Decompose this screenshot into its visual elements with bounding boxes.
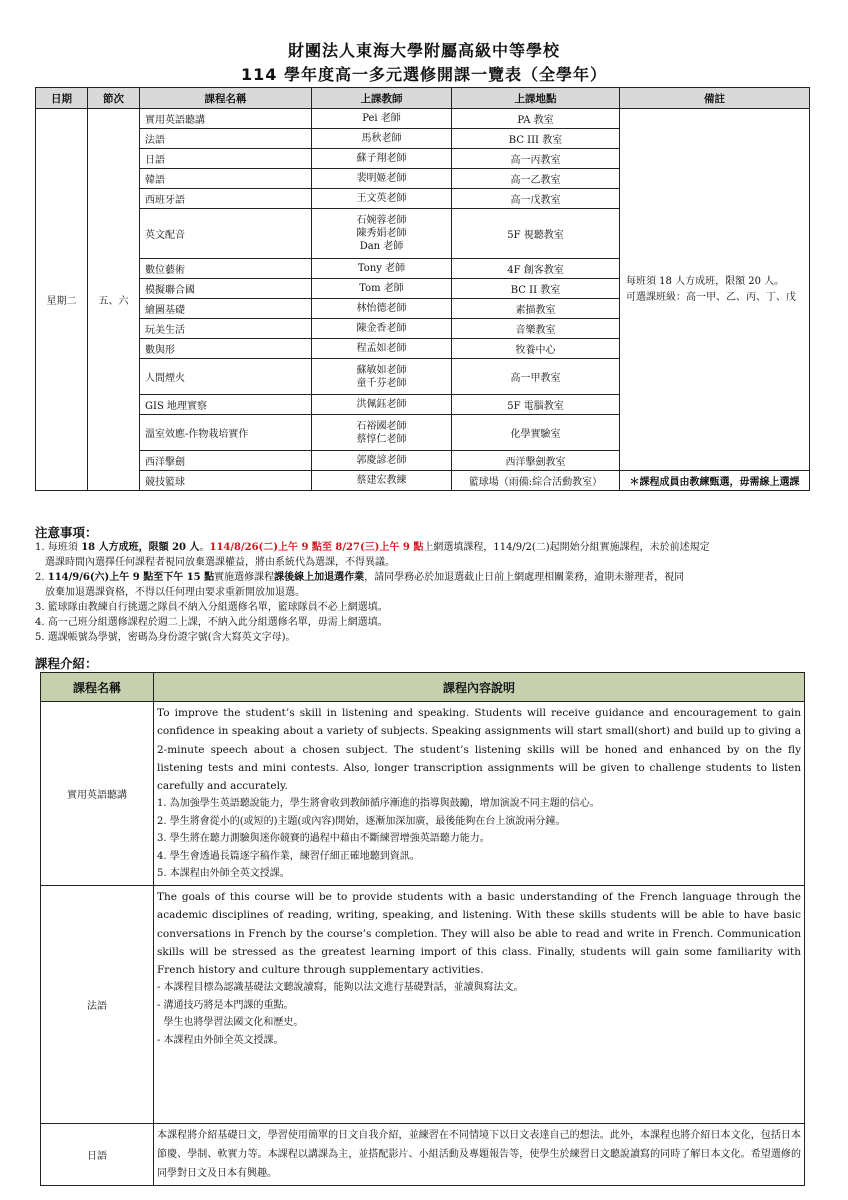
period-cell: 五、六 xyxy=(88,109,140,491)
teacher-name: 蘇子翔老師 xyxy=(356,153,407,164)
header-teacher: 上課教師 xyxy=(312,88,452,109)
intro-course-name: 日語 xyxy=(41,1123,154,1185)
intro-course-desc xyxy=(154,702,805,886)
teacher-name: 程孟如老師 xyxy=(356,343,407,354)
intro-header-row xyxy=(41,673,805,702)
teacher-name: 蘇敏如老師 xyxy=(356,364,407,376)
location-cell: 4F 創客教室 xyxy=(452,259,620,279)
desc-chinese-line: - 本課程目標為認識基礎法文聽說讀寫，能夠以法文進行基礎對話，並讀與寫法文。 xyxy=(157,982,524,994)
notice-item-2 xyxy=(35,570,815,585)
location-cell: 音樂教室 xyxy=(452,319,620,339)
desc-chinese-line: 2. 學生將會從小的(或短的)主題(或內容)開始，逐漸加深加廣，最後能夠在台上演說兩分鐘。 xyxy=(157,815,566,827)
notice-text: 1. 每班須 xyxy=(35,542,78,553)
location-cell: 素描教室 xyxy=(452,299,620,319)
location-cell: 西洋擊劍教室 xyxy=(452,451,620,471)
desc-chinese-line: 1. 為加強學生英語聽說能力，學生將會收到教師循序漸進的指導與鼓勵，增加演說不同主題的信心。 xyxy=(157,798,600,810)
teacher-name: 蔡建宏教練 xyxy=(356,475,407,486)
schedule-row xyxy=(36,109,810,129)
course-name-cell: 溫室效應-作物栽培實作 xyxy=(140,415,312,451)
notice-item-4: 4. 高一己班分組選修課程於週二上課，不納入此分組選修名單，毋需上網選填。 xyxy=(35,617,388,628)
location-cell: 化學實驗室 xyxy=(452,415,620,451)
intro-course-name: 法語 xyxy=(41,885,154,1123)
day-cell: 星期二 xyxy=(36,109,88,491)
desc-english: To improve the student’s skill in listening and speaking. Students will receive guidance and encouragement to gain confidence in speaking about a variety of subjects. Speaking assignments will start small(short) and build up to giving a 2-minute speech about a chosen subject. The student’s listening skills will be honed and enhanced by on the fly listening tests and mini contests. Also, longer transcription assignments will be given to challenge students to listen carefully and accurately. xyxy=(157,707,801,793)
course-name-cell: 日語 xyxy=(140,149,312,169)
note-line: 可選課班級：高一甲、乙、丙、丁、戊 xyxy=(626,291,796,303)
intro-header-course: 課程名稱 xyxy=(41,673,154,702)
teacher-name: 郭慶諺老師 xyxy=(356,455,407,466)
desc-chinese-line: - 溝通技巧將是本門課的重點。 xyxy=(157,999,294,1011)
location-cell: 高一乙教室 xyxy=(452,169,620,189)
course-intro-row xyxy=(41,702,805,886)
location-cell: 高一甲教室 xyxy=(452,359,620,395)
desc-chinese-line: 4. 學生會透過長篇逐字稿作業，練習仔細正確地聽到資訊。 xyxy=(157,850,420,862)
notice-item-5: 5. 選課帳號為學號，密碼為身份證字號(含大寫英文字母)。 xyxy=(35,632,296,643)
teacher-cell xyxy=(312,299,452,319)
location-cell: BC III 教室 xyxy=(452,129,620,149)
course-name-cell: 玩美生活 xyxy=(140,319,312,339)
location-cell: 牧養中心 xyxy=(452,339,620,359)
header-location: 上課地點 xyxy=(452,88,620,109)
note-cell xyxy=(620,109,810,471)
teacher-name: Tony 老師 xyxy=(357,263,406,274)
desc-chinese-line: 5. 本課程由外師全英文授課。 xyxy=(157,868,290,880)
teacher-name: 馬秋老師 xyxy=(361,133,402,144)
notice-item-2-cont: 放棄加退選課資格，不得以任何理由要求重新開放加退選。 xyxy=(45,587,305,598)
notice-item-1 xyxy=(35,540,815,555)
desc-chinese-line: 學生也將學習法國文化和歷史。 xyxy=(157,1017,304,1029)
teacher-cell xyxy=(312,109,452,129)
notice-text: ，請同學務必於加退選截止日前上網處理相關業務，逾期未辦理者，視同 xyxy=(364,572,685,583)
teacher-cell xyxy=(312,359,452,395)
notice-text: 。 xyxy=(199,542,210,553)
note-line: 每班須 18 人方成班，限額 20 人。 xyxy=(626,275,785,287)
teacher-cell xyxy=(312,415,452,451)
header-period: 節次 xyxy=(88,88,140,109)
header-course: 課程名稱 xyxy=(140,88,312,109)
course-name-cell: 實用英語聽講 xyxy=(140,109,312,129)
teacher-name: 陳金香老師 xyxy=(356,323,407,334)
intro-course-desc xyxy=(154,1123,805,1185)
course-name-cell: 英文配音 xyxy=(140,209,312,259)
schedule-header-row xyxy=(36,88,810,109)
location-cell: 5F 電腦教室 xyxy=(452,395,620,415)
teacher-name: 陳秀娟老師 xyxy=(356,228,407,239)
teacher-name: 裴明姬老師 xyxy=(356,173,407,184)
teacher-cell xyxy=(312,149,452,169)
notice-date-highlight: 114/8/26(二)上午 9 點至 8/27(三)上午 9 點 xyxy=(209,542,424,553)
notice-item-1-cont: 選課時間內選擇任何課程者視同放棄選課權益，將由系統代為選課，不得異議。 xyxy=(45,557,395,568)
notice-text: 實施選修課程 xyxy=(214,572,275,583)
notice-text: 18 人方成班，限額 20 人 xyxy=(77,542,200,553)
header-note: 備註 xyxy=(620,88,810,109)
intro-course-desc xyxy=(154,885,805,1123)
desc-chinese-line: 本課程將介紹基礎日文，學習使用簡單的日文自我介紹，並練習在不同情境下以日文表達自己的想法。此外，本課程也將介紹日本文化，包括日本節慶、學制、軟實力等。本課程以講課為主，並搭配影片、小組活動及專題報告等，使學生於練習日文聽說讀寫的同時了解日本文化。希望選修的同學對日文及日本有興趣。 xyxy=(157,1129,801,1179)
notice-text: 2. xyxy=(35,572,48,583)
special-note-cell: ＊課程成員由教練甄選，毋需線上選課 xyxy=(620,471,810,491)
course-name-cell: 模擬聯合國 xyxy=(140,279,312,299)
course-name-cell: 繪圖基礎 xyxy=(140,299,312,319)
desc-english: The goals of this course will be to provide students with a basic understanding of the French language through the academic disciplines of reading, writing, speaking, and listening. With these skills students will be able to have basic conversations in French by the course’s completion. They will also be able to read and write in French. Communication skills will be stressed as the greatest learning import of this class. Finally, students will gain some familiarity with French history and culture through supplementary activities. xyxy=(157,890,801,977)
notice-text: 課後線上加退選作業 xyxy=(274,572,365,583)
teacher-name: 林怡德老師 xyxy=(356,303,407,314)
teacher-cell xyxy=(312,169,452,189)
intro-heading: 課程介紹： xyxy=(35,656,98,671)
teacher-cell xyxy=(312,471,452,491)
course-intro-row xyxy=(41,1123,805,1185)
teacher-cell xyxy=(312,189,452,209)
location-cell: BC II 教室 xyxy=(452,279,620,299)
location-cell: 籃球場（雨備:綜合活動教室） xyxy=(452,471,620,491)
teacher-name: 石裕國老師 xyxy=(356,420,407,432)
location-cell: 5F 視聽教室 xyxy=(452,209,620,259)
location-cell: 高一丙教室 xyxy=(452,149,620,169)
course-name-cell: 競技籃球 xyxy=(140,471,312,491)
teacher-cell xyxy=(312,395,452,415)
teacher-cell xyxy=(312,319,452,339)
teacher-name: 洪佩鈺老師 xyxy=(356,399,407,410)
notice-heading: 注意事項： xyxy=(35,525,98,540)
teacher-name: 蔡惇仁老師 xyxy=(356,433,407,445)
schedule-row xyxy=(36,471,810,491)
teacher-name: 石婉蓉老師 xyxy=(356,215,407,226)
teacher-cell xyxy=(312,279,452,299)
teacher-cell xyxy=(312,209,452,259)
desc-chinese-line: - 本課程由外師全英文授課。 xyxy=(157,1034,284,1046)
notice-item-3: 3. 籃球隊由教練自行挑選之隊員不納入分組選修名單，籃球隊員不必上網選填。 xyxy=(35,602,388,613)
teacher-name: Pei 老師 xyxy=(362,113,401,124)
teacher-name: Tom 老師 xyxy=(359,283,404,294)
teacher-cell xyxy=(312,129,452,149)
course-name-cell: 西班牙語 xyxy=(140,189,312,209)
course-name-cell: 西洋擊劍 xyxy=(140,451,312,471)
course-name-cell: 韓語 xyxy=(140,169,312,189)
location-cell: PA 教室 xyxy=(452,109,620,129)
schedule-table xyxy=(35,87,810,491)
course-name-cell: 數與形 xyxy=(140,339,312,359)
school-title: 財團法人東海大學附屬高級中等學校 xyxy=(287,41,560,60)
document-title: 114 學年度高一多元選修開課一覽表（全學年） xyxy=(241,65,607,84)
teacher-cell xyxy=(312,339,452,359)
desc-chinese-line: 3. 學生將在聽力測驗與迷你競賽的過程中藉由不斷練習增強英語聽力能力。 xyxy=(157,833,490,845)
notice-list xyxy=(35,540,815,645)
teacher-name: Dan 老師 xyxy=(359,241,404,252)
intro-header-desc: 課程內容說明 xyxy=(154,673,805,702)
teacher-cell xyxy=(312,451,452,471)
course-name-cell: 數位藝術 xyxy=(140,259,312,279)
course-intro-table xyxy=(40,672,805,1186)
header-date: 日期 xyxy=(36,88,88,109)
notice-text: 114/9/6(六)上午 9 點至下午 15 點 xyxy=(47,572,215,583)
teacher-cell xyxy=(312,259,452,279)
teacher-name: 童千芬老師 xyxy=(356,377,407,389)
intro-course-name: 實用英語聽講 xyxy=(41,702,154,886)
notice-text: 上網選填課程，114/9/2(二)起開始分組實施課程，未於前述規定 xyxy=(423,542,710,553)
location-cell: 高一戊教室 xyxy=(452,189,620,209)
course-name-cell: 人間煙火 xyxy=(140,359,312,395)
course-intro-row xyxy=(41,885,805,1123)
course-name-cell: GIS 地理實察 xyxy=(140,395,312,415)
teacher-name: 王文英老師 xyxy=(356,193,407,204)
course-name-cell: 法語 xyxy=(140,129,312,149)
